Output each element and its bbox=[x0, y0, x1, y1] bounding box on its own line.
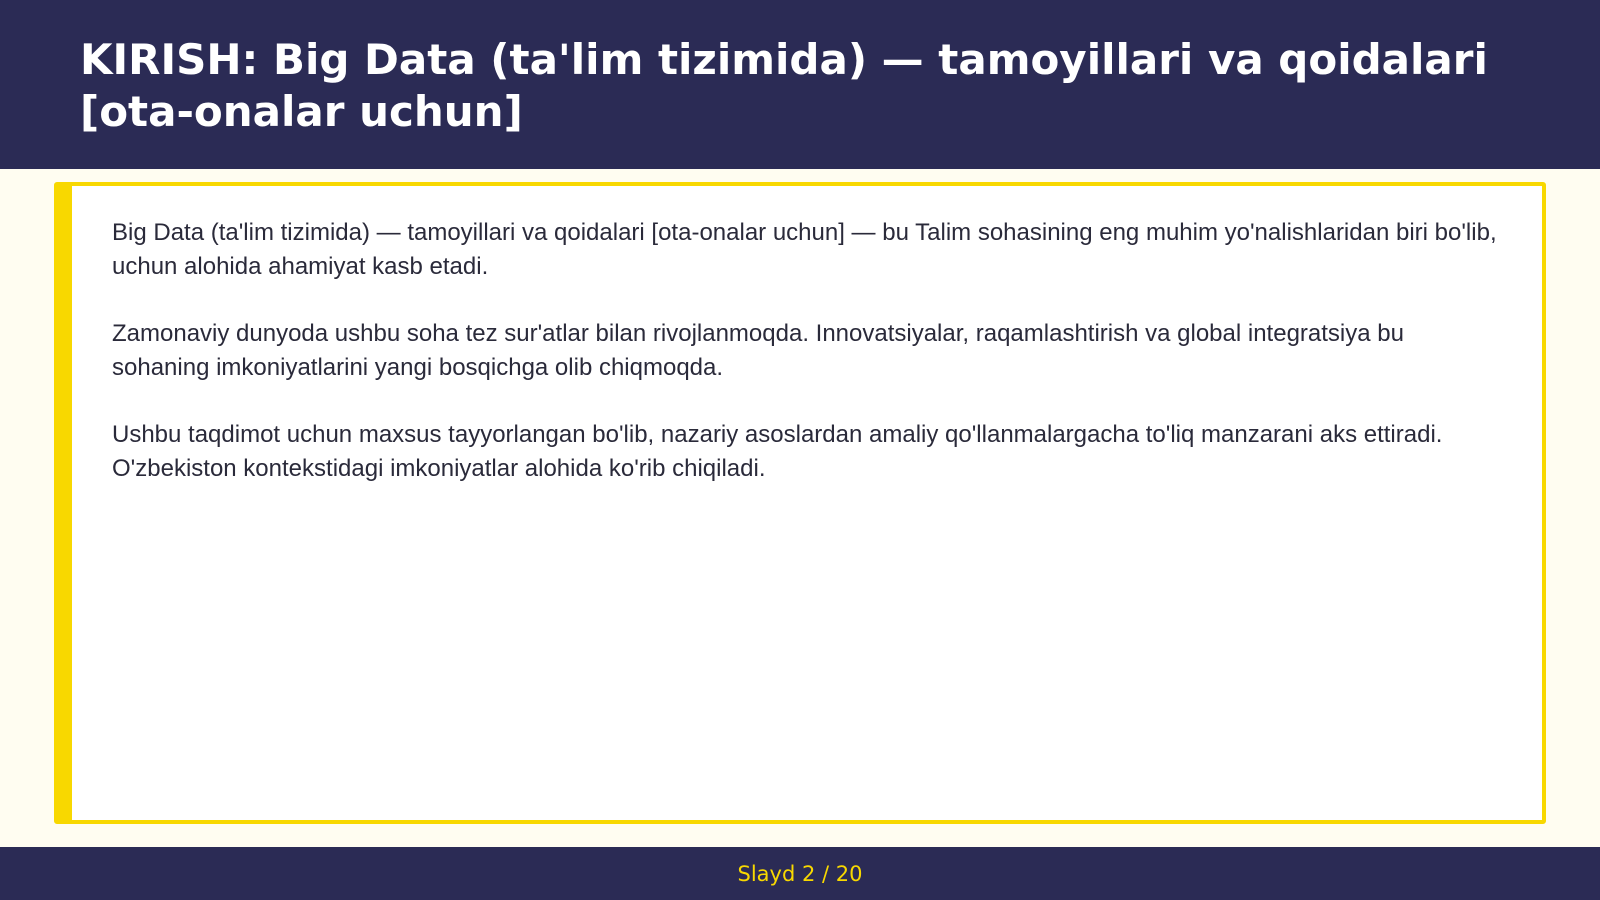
content-box bbox=[54, 182, 1546, 824]
paragraph-presentation-scope: Ushbu taqdimot uchun maxsus tayyorlangan bo'lib, nazariy asoslardan amaliy qo'llanmalargacha to'liq manzarani aks ettiradi. O'zbekiston kontekstidagi imkoniyatlar alohida ko'rib chiqiladi. bbox=[112, 421, 1443, 482]
paragraph-modern-world: Zamonaviy dunyoda ushbu soha tez sur'atlar bilan rivojlanmoqda. Innovatsiyalar, raqamlashtirish va global integratsiya bu sohaning imkoniyatlarini yangi bosqichga olib chiqmoqda. bbox=[112, 320, 1404, 381]
slide-footer bbox=[0, 847, 1600, 900]
slide-title: KIRISH: Big Data (ta'lim tizimida) — tamoyillari va qoidalari [ota-onalar uchun] bbox=[80, 35, 1488, 136]
paragraph-intro: Big Data (ta'lim tizimida) — tamoyillari va qoidalari [ota-onalar uchun] — bu Talim sohasining eng muhim yo'nalishlaridan biri bo'lib, uchun alohida ahamiyat kasb etadi. bbox=[112, 219, 1497, 280]
slide-header bbox=[0, 0, 1600, 169]
slide-counter: Slayd 2 / 20 bbox=[737, 861, 863, 886]
